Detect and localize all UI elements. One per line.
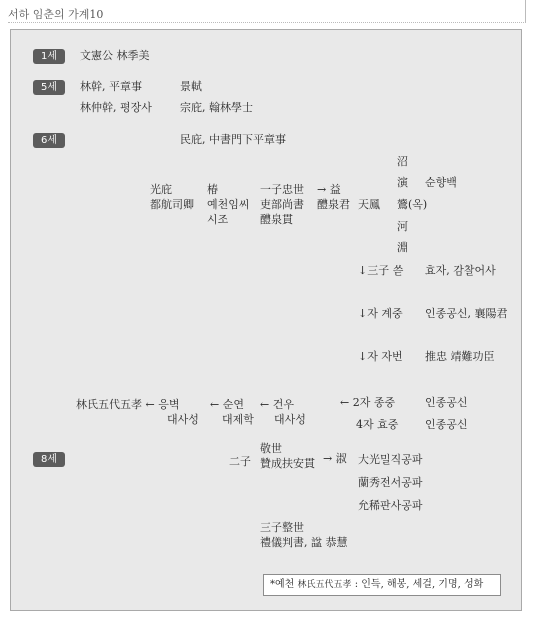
person-gyeongse-title: 贊成扶安貫 — [260, 457, 315, 470]
person-chungse: 一子忠世 — [260, 183, 304, 196]
person-chun: 椿 — [207, 183, 218, 196]
person-ija: 二子 — [229, 455, 251, 468]
descendant-jongjung: ← 2자 종중 — [340, 396, 396, 409]
person-sunyeon: ← 순연 — [210, 398, 244, 411]
person-jongbi: 宗庇, 翰林學士 — [180, 101, 253, 114]
footnote-box — [263, 574, 501, 596]
person-geonu: ← 건우 — [260, 398, 294, 411]
person-gwangbi-title: 都航司卿 — [150, 198, 194, 211]
person-chungse-clan: 醴泉貫 — [260, 213, 293, 226]
person-gyeongsik: 景軾 — [180, 80, 202, 93]
person-cheonbong: 天鳳 — [358, 198, 380, 211]
child-ok: 鷟(옥) — [397, 198, 428, 211]
person-lim-junggan: 林仲幹, 평장사 — [80, 101, 152, 114]
person-chungse-title: 吏部尚書 — [260, 198, 304, 211]
generation-badge-8: 8세 — [33, 452, 65, 467]
person-chun-clan: 예천임씨 — [207, 198, 250, 211]
generation-badge-1: 1세 — [33, 49, 65, 64]
descendant-gyejung: ↓자 계중 — [358, 307, 403, 320]
footnote-prefix: *예천 — [270, 579, 295, 590]
person-minbi: 民庇, 中書門下平章事 — [180, 133, 286, 146]
descendant-hyojung: 4자 효중 — [356, 418, 399, 431]
descendant-samja: ↓三子 쓷 — [358, 264, 404, 277]
header-divider — [8, 22, 526, 23]
person-jeongse-title: 禮儀判書, 諡 恭慧 — [260, 536, 348, 549]
descendant-jabeon-title: 推忠 靖難功臣 — [425, 350, 495, 363]
ancestor-name: 文憲公 林季美 — [80, 49, 150, 62]
person-ik-title: 醴泉君 — [317, 198, 350, 211]
person-geonu-title: 대사성 — [274, 413, 306, 426]
child-ha: 河 — [397, 220, 408, 233]
footnote-five-filial: 林氏五代五孝 — [297, 580, 352, 590]
person-eungbyeok-title: 대사성 — [167, 413, 199, 426]
person-gyeongse: 敬世 — [260, 442, 282, 455]
footnote-names: : 인득, 해봉, 세걸, 기명, 성화 — [354, 579, 484, 590]
branch-pansa: 允稀판사공파 — [358, 499, 423, 512]
child-yeon: 演 — [397, 176, 408, 189]
person-jeongse: 三子整世 — [260, 521, 304, 534]
person-eungbyeok: 林氏五代五孝 ← 응벽 — [76, 398, 180, 411]
child-yeon2: 淵 — [397, 241, 408, 254]
page-header: 서하 임춘의 가계10 — [8, 8, 104, 21]
child-yeon-title: 순향백 — [425, 176, 457, 189]
descendant-gyejung-title: 인종공신, 襄陽君 — [425, 307, 508, 320]
person-ik: → 益 — [317, 183, 341, 196]
person-suk: → 淑 — [323, 452, 347, 465]
descendant-samja-title: 효자, 감찰어사 — [425, 264, 496, 277]
branch-milgjik: 大光밀직공파 — [358, 453, 423, 466]
person-chun-founder: 시조 — [207, 213, 229, 226]
person-lim-gan: 林幹, 平章事 — [80, 80, 142, 93]
person-gwangbi: 光庇 — [150, 183, 172, 196]
branch-jeonseo: 蘭秀전서공파 — [358, 476, 423, 489]
descendant-hyojung-title: 인종공신 — [425, 418, 468, 431]
genealogy-panel — [10, 29, 522, 611]
child-jo: 沼 — [397, 155, 408, 168]
descendant-jabeon: ↓자 자번 — [358, 350, 403, 363]
header-edge — [525, 0, 526, 22]
descendant-jongjung-title: 인종공신 — [425, 396, 468, 409]
generation-badge-5: 5세 — [33, 80, 65, 95]
person-sunyeon-title: 대제학 — [222, 413, 254, 426]
generation-badge-6: 6세 — [33, 133, 65, 148]
